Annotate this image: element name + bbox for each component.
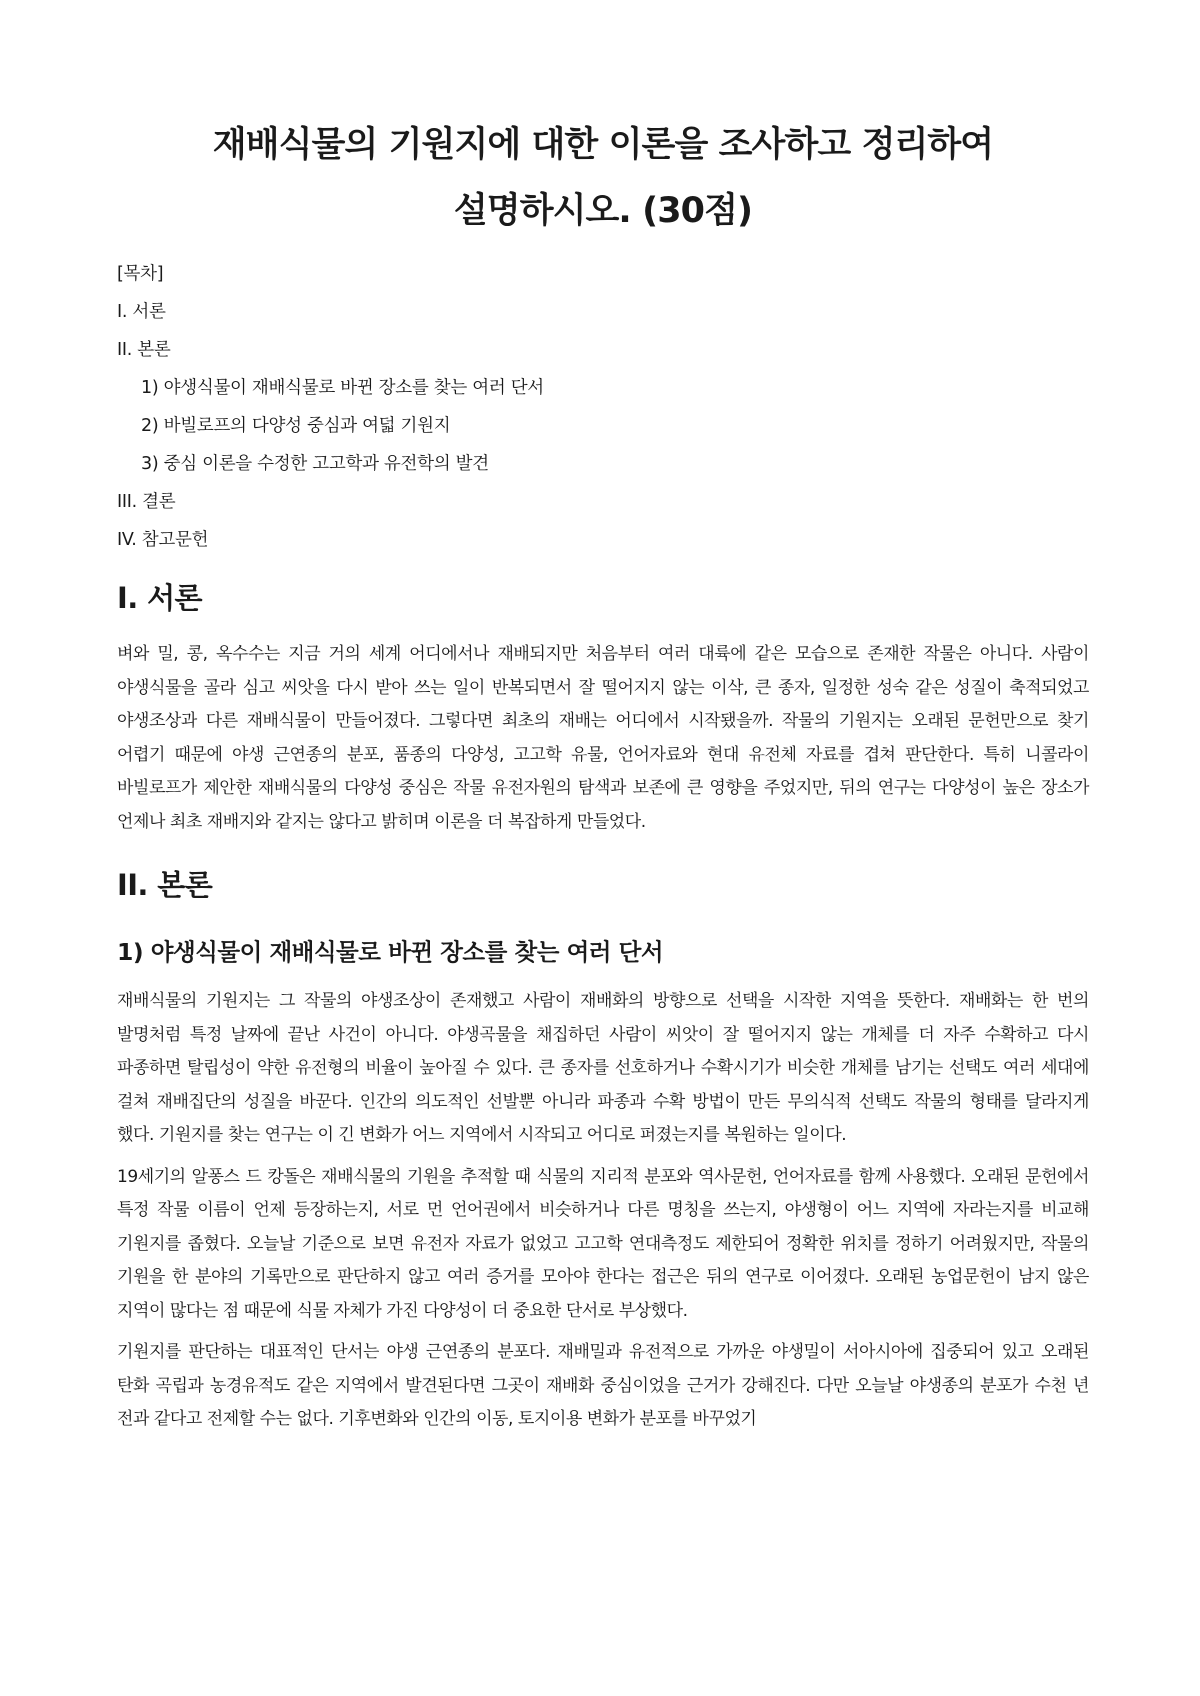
toc-item-body-2: 2) 바빌로프의 다양성 중심과 여덟 기원지 (141, 416, 451, 436)
toc-item-body-1: 1) 야생식물이 재배식물로 바뀐 장소를 찾는 여러 단서 (141, 378, 544, 398)
body-paragraph: 기원지를 판단하는 대표적인 단서는 야생 근연종의 분포다. 재배밀과 유전적으로 가까운 야생밀이 서아시아에 집중되어 있고 오래된 탄화 곡립과 농경유적도 같은 지역에서 발견된다면 그곳이 재배화 중심이었을 근거가 강해진다. 다만 오늘날 야생종의 분포가 수천 년 전과 같다고 전제할 수는 없다. 기후변화와 인간의 이동, 토지이용 변화가 분포를 바꾸었기 (117, 1342, 1089, 1429)
intro-paragraph: 벼와 밀, 콩, 옥수수는 지금 거의 세계 어디에서나 재배되지만 처음부터 여러 대륙에 같은 모습으로 존재한 작물은 아니다. 사람이 야생식물을 골라 심고 씨앗을 다시 받아 쓰는 일이 반복되면서 잘 떨어지지 않는 이삭, 큰 종자, 일정한 성숙 같은 성질이 축적되었고 야생조상과 다른 재배식물이 만들어졌다. 그렇다면 최초의 재배는 어디에서 시작됐을까. 작물의 기원지는 오래된 문헌만으로 찾기 어렵기 때문에 야생 근연종의 분포, 품종의 다양성, 고고학 유물, 언어자료와 현대 유전체 자료를 겹쳐 판단한다. 특히 니콜라이 바빌로프가 제안한 재배식물의 다양성 중심은 작물 유전자원의 탐색과 보존에 큰 영향을 주었지만, 뒤의 연구는 다양성이 높은 장소가 언제나 최초 재배지와 같지는 않다고 밝히며 이론을 더 복잡하게 만들었다. (117, 644, 1089, 832)
section-heading-intro: I. 서론 (117, 581, 202, 615)
toc-item-body-3: 3) 중심 이론을 수정한 고고학과 유전학의 발견 (141, 454, 489, 474)
table-of-contents (117, 262, 1089, 552)
section-heading-body: II. 본론 (117, 868, 213, 902)
toc-item-references: IV. 참고문헌 (117, 530, 209, 550)
toc-item-intro: I. 서론 (117, 302, 166, 322)
toc-item-body: II. 본론 (117, 340, 171, 360)
body-paragraph: 재배식물의 기원지는 그 작물의 야생조상이 존재했고 사람이 재배화의 방향으로 선택을 시작한 지역을 뜻한다. 재배화는 한 번의 발명처럼 특정 날짜에 끝난 사건이 아니다. 야생곡물을 채집하던 사람이 씨앗이 잘 떨어지지 않는 개체를 더 자주 수확하고 다시 파종하면 탈립성이 약한 유전형의 비율이 높아질 수 있다. 큰 종자를 선호하거나 수확시기가 비슷한 개체를 남기는 선택도 여러 세대에 걸쳐 재배집단의 성질을 바꾼다. 인간의 의도적인 선발뿐 아니라 파종과 수확 방법이 만든 무의식적 선택도 작물의 형태를 달라지게 했다. 기원지를 찾는 연구는 이 긴 변화가 어느 지역에서 시작되고 어디로 퍼졌는지를 복원하는 일이다. (117, 991, 1089, 1145)
subsection-heading-1: 1) 야생식물이 재배식물로 바뀐 장소를 찾는 여러 단서 (117, 938, 664, 966)
toc-item-conclusion: III. 결론 (117, 492, 176, 512)
body-paragraph: 19세기의 알퐁스 드 캉돌은 재배식물의 기원을 추적할 때 식물의 지리적 분포와 역사문헌, 언어자료를 함께 사용했다. 오래된 문헌에서 특정 작물 이름이 언제 등장하는지, 서로 먼 언어권에서 비슷하거나 다른 명칭을 쓰는지, 야생형이 어느 지역에 자라는지를 비교해 기원지를 좁혔다. 오늘날 기준으로 보면 유전자 자료가 없었고 고고학 연대측정도 제한되어 정확한 위치를 정하기 어려웠지만, 작물의 기원을 한 분야의 기록만으로 판단하지 않고 여러 증거를 모아야 한다는 접근은 뒤의 연구로 이어졌다. 오래된 농업문헌이 남지 않은 지역이 많다는 점 때문에 식물 자체가 가진 다양성이 더 중요한 단서로 부상했다. (117, 1166, 1089, 1321)
document-title: 재배식물의 기원지에 대한 이론을 조사하고 정리하여 설명하시오. (30점) (212, 125, 994, 231)
toc-heading: [목차] (117, 264, 164, 284)
